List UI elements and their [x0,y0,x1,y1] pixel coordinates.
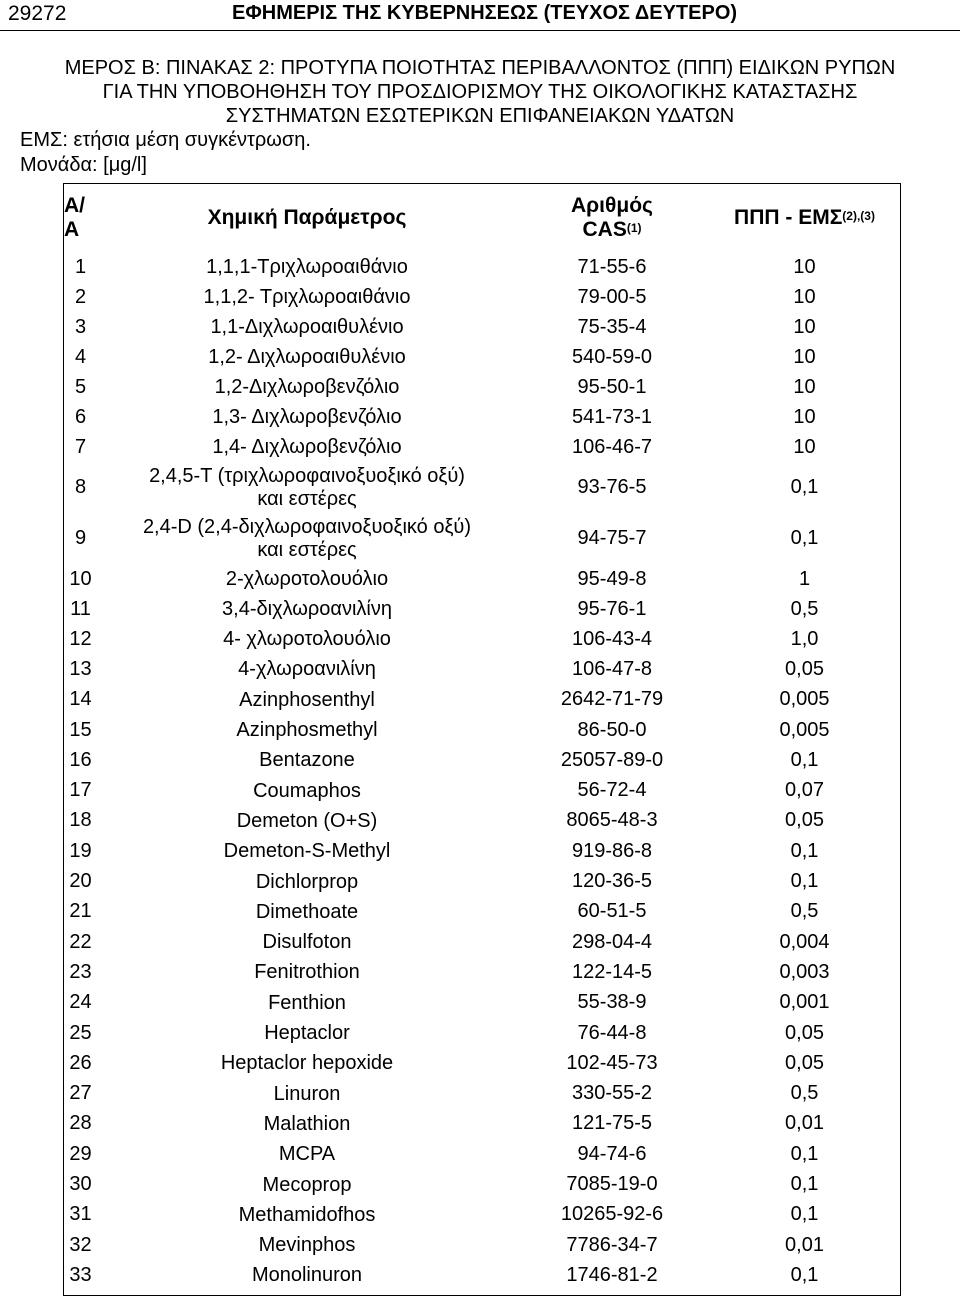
table-row [64,1230,900,1260]
table-row [64,927,900,957]
row-cas-number: 71-55-6 [577,255,647,278]
row-number: 9 [74,527,87,549]
row-number: 7 [74,435,87,458]
row-parameter: Fenthion [268,991,346,1014]
row-cas-number: 540-59-0 [571,345,653,368]
table-row [64,252,900,282]
row-number: 1 [74,255,87,278]
row-ems-value: 0,05 [785,1021,824,1044]
row-ems-value: 10 [793,345,816,368]
row-parameter: 4-χλωροανιλίνη [238,658,376,681]
row-cas-number: 106-43-4 [571,627,653,650]
row-parameter [97,462,517,513]
row-ems-value: 10 [793,435,816,458]
row-parameter: Demeton-S-Methyl [223,840,391,863]
row-ems-value: 0,001 [779,991,830,1014]
row-ems-value: 0,5 [790,597,819,620]
row-parameter-line1: 2,4-D (2,4-διχλωροφαινοξυοξικό οξύ) [142,515,472,538]
row-parameter: Azinphosenthyl [239,688,375,711]
row-cas-number: 106-47-8 [571,657,653,680]
table-header-row [64,184,900,252]
row-parameter-line1: 2,4,5-Τ (τριχλωροφαινοξυοξικό οξύ) [149,464,465,487]
row-cas-number: 919-86-8 [571,839,653,862]
row-parameter: 1,1,2- Τριχλωροαιθάνιο [203,286,411,308]
col-header-value [707,184,902,256]
table-row [64,372,900,402]
row-ems-value: 0,07 [785,779,824,802]
row-number: 26 [69,1051,92,1074]
row-parameter-line2: και εστέρες [257,538,357,561]
row-cas-number: 76-44-8 [577,1021,647,1044]
row-cas-number: 102-45-73 [566,1051,658,1074]
col-header-cas-line1: Αριθμός [571,194,653,217]
row-cas-number: 7085-19-0 [566,1173,658,1196]
row-ems-value: 0,1 [790,527,819,549]
row-ems-value: 0,05 [785,657,824,680]
row-parameter: Dimethoate [255,900,359,923]
row-cas-number: 330-55-2 [571,1082,653,1105]
table-row [64,342,900,372]
row-number: 24 [69,991,92,1014]
table-row [64,685,900,715]
table-row [64,1200,900,1230]
row-ems-value: 10 [793,315,816,338]
table-row [64,1260,900,1290]
table-row [64,432,900,462]
row-ems-value: 0,005 [779,718,830,741]
row-number: 8 [74,476,87,498]
table-row [64,745,900,775]
row-parameter: Azinphosmethyl [236,719,378,742]
row-cas-number: 95-76-1 [577,597,647,620]
row-ems-value: 0,5 [790,1082,819,1105]
col-header-no: Α/Α [64,194,85,241]
row-ems-value: 0,003 [779,960,830,983]
row-cas-number: 93-76-5 [577,476,647,498]
col-header-cas-line2: CAS [582,218,627,241]
row-cas-number: 2642-71-79 [560,688,664,711]
row-cas-number: 120-36-5 [571,870,653,893]
row-parameter [97,513,517,564]
row-cas-number: 25057-89-0 [560,748,664,771]
row-parameter: 1,2- Διχλωροαιθυλένιο [208,346,406,368]
row-parameter: Heptaclor [264,1022,350,1045]
ems-note: ΕΜΣ: ετήσια μέση συγκέντρωση. [20,129,311,151]
table-row [64,282,900,312]
row-ems-value: 0,01 [785,1112,824,1135]
row-ems-value: 0,1 [790,1263,819,1286]
col-header-param: Χημική Παράμετρος [207,206,407,229]
row-parameter: Fenitrothion [254,961,360,984]
table-row [64,988,900,1018]
row-parameter: MCPA [278,1143,336,1166]
row-number: 2 [74,285,87,308]
row-cas-number: 95-49-8 [577,567,647,590]
table-row [64,806,900,836]
footnote-marker: (2),(3) [842,209,875,223]
table-row [64,715,900,745]
row-cas-number: 95-50-1 [577,375,647,398]
row-number: 23 [69,960,92,983]
row-number: 15 [69,718,92,741]
row-ems-value: 0,005 [779,688,830,711]
heading-line: ΓΙΑ ΤΗΝ ΥΠΟΒΟΗΘΗΣΗ ΤΟΥ ΠΡΟΣΔΙΟΡΙΣΜΟΥ ΤΗΣ ΟΙΚΟΛΟΓΙΚΗΣ ΚΑΤΑΣΤΑΣΗΣ [102,81,858,103]
row-cas-number: 7786-34-7 [566,1233,658,1256]
row-parameter-line2: και εστέρες [257,487,357,510]
row-parameter: Methamidofhos [238,1203,376,1226]
row-number: 32 [69,1233,92,1256]
row-number: 22 [69,930,92,953]
row-ems-value: 0,5 [790,900,819,923]
row-cas-number: 56-72-4 [577,779,647,802]
page-number: 29272 [8,2,67,25]
row-parameter: Bentazone [259,749,355,772]
table-row [64,594,900,624]
row-cas-number: 121-75-5 [571,1112,653,1135]
row-number: 4 [74,345,87,368]
row-number: 18 [69,809,92,832]
row-parameter: Heptaclor hepoxide [220,1052,394,1075]
row-cas-number: 106-46-7 [571,435,653,458]
table-row [64,1048,900,1078]
row-number: 28 [69,1112,92,1135]
row-parameter: Dichlorprop [255,870,359,893]
row-number: 14 [69,688,92,711]
row-cas-number: 541-73-1 [571,405,653,428]
row-ems-value: 0,1 [790,1203,819,1226]
row-cas-number: 8065-48-3 [566,809,658,832]
row-number: 3 [74,315,87,338]
row-parameter: 1,2-Διχλωροβενζόλιο [214,376,400,398]
row-cas-number: 86-50-0 [577,718,647,741]
row-parameter: 1,1,1-Τριχλωροαιθάνιο [206,256,408,278]
row-ems-value: 1 [798,567,811,590]
pollutants-table [63,183,901,1296]
gazette-title: ΕΦΗΜΕΡΙΣ ΤΗΣ ΚΥΒΕΡΝΗΣΕΩΣ (ΤΕΥΧΟΣ ΔΕΥΤΕΡΟ) [232,2,738,24]
row-cas-number: 1746-81-2 [566,1263,658,1286]
row-number: 27 [69,1082,92,1105]
row-number: 30 [69,1173,92,1196]
row-parameter: 1,4- Διχλωροβενζόλιο [212,436,402,458]
row-number: 29 [69,1142,92,1165]
table-row [64,836,900,866]
row-parameter: Linuron [273,1082,341,1105]
row-number: 20 [69,870,92,893]
table-heading [30,56,930,128]
row-cas-number: 79-00-5 [577,285,647,308]
row-cas-number: 298-04-4 [571,930,653,953]
heading-line: ΣΥΣΤΗΜΑΤΩΝ ΕΣΩΤΕΡΙΚΩΝ ΕΠΙΦΑΝΕΙΑΚΩΝ ΥΔΑΤΩΝ [225,105,735,127]
row-number: 16 [69,748,92,771]
table-row [64,564,900,594]
row-parameter: Malathion [263,1112,351,1135]
row-number: 25 [69,1021,92,1044]
row-number: 12 [69,627,92,650]
table-row [64,1139,900,1169]
row-ems-value: 0,1 [790,476,819,498]
row-number: 33 [69,1263,92,1286]
row-parameter: Coumaphos [253,779,361,802]
table-row [64,462,900,513]
row-number: 10 [69,567,92,590]
row-ems-value: 0,1 [790,748,819,771]
table-row [64,1079,900,1109]
table-row [64,1018,900,1048]
row-parameter: Demeton (O+S) [236,809,378,832]
heading-line: ΜΕΡΟΣ Β: ΠΙΝΑΚΑΣ 2: ΠΡΟΤΥΠΑ ΠΟΙΟΤΗΤΑΣ ΠΕΡΙΒΑΛΛΟΝΤΟΣ (ΠΠΠ) ΕΙΔΙΚΩΝ ΡΥΠΩΝ [64,57,896,79]
col-header-cas [517,184,707,252]
row-parameter: 3,4-διχλωροανιλίνη [222,598,392,620]
unit-note: Μονάδα: [μg/l] [20,154,147,176]
row-ems-value: 0,1 [790,839,819,862]
col-header-value-label: ΠΠΠ - ΕΜΣ [734,206,843,229]
row-parameter: 4- χλωροτολουόλιο [223,628,391,651]
row-ems-value: 10 [793,375,816,398]
table-row [64,654,900,684]
row-parameter: 1,3- Διχλωροβενζόλιο [212,406,402,428]
table-row [64,1109,900,1139]
row-cas-number: 55-38-9 [577,991,647,1014]
row-parameter: Monolinuron [251,1264,363,1287]
row-ems-value: 0,1 [790,870,819,893]
row-cas-number: 75-35-4 [577,315,647,338]
row-ems-value: 0,004 [779,930,830,953]
row-parameter: Disulfoton [262,931,352,954]
table-row [64,957,900,987]
row-number: 5 [74,375,87,398]
row-parameter: Mecoprop [262,1173,352,1196]
row-ems-value: 0,1 [790,1142,819,1165]
table-row [64,402,900,432]
row-ems-value: 0,01 [785,1233,824,1256]
row-number: 19 [69,839,92,862]
row-ems-value: 1,0 [790,627,819,650]
row-parameter: Mevinphos [258,1234,356,1257]
table-row [64,312,900,342]
row-ems-value: 10 [793,405,816,428]
table-row [64,624,900,654]
row-cas-number: 94-74-6 [577,1142,647,1165]
row-number: 31 [69,1203,92,1226]
row-cas-number: 60-51-5 [577,900,647,923]
table-row [64,897,900,927]
row-parameter: 1,1-Διχλωροαιθυλένιο [210,316,404,338]
row-number: 21 [69,900,92,923]
row-ems-value: 10 [793,285,816,308]
row-ems-value: 0,05 [785,809,824,832]
table-row [64,1169,900,1199]
row-ems-value: 0,05 [785,1051,824,1074]
row-cas-number: 94-75-7 [577,527,647,549]
row-ems-value: 0,1 [790,1173,819,1196]
row-cas-number: 10265-92-6 [560,1203,664,1226]
row-cas-number: 122-14-5 [571,960,653,983]
row-number: 6 [74,405,87,428]
row-number: 11 [70,597,91,620]
page-header [0,0,960,31]
row-number: 17 [69,779,92,802]
footnote-marker: (1) [626,221,642,235]
table-row [64,776,900,806]
row-ems-value: 10 [793,255,816,278]
row-number: 13 [69,657,92,680]
table-row [64,866,900,896]
row-parameter: 2-χλωροτολουόλιο [225,568,389,590]
table-row [64,513,900,564]
